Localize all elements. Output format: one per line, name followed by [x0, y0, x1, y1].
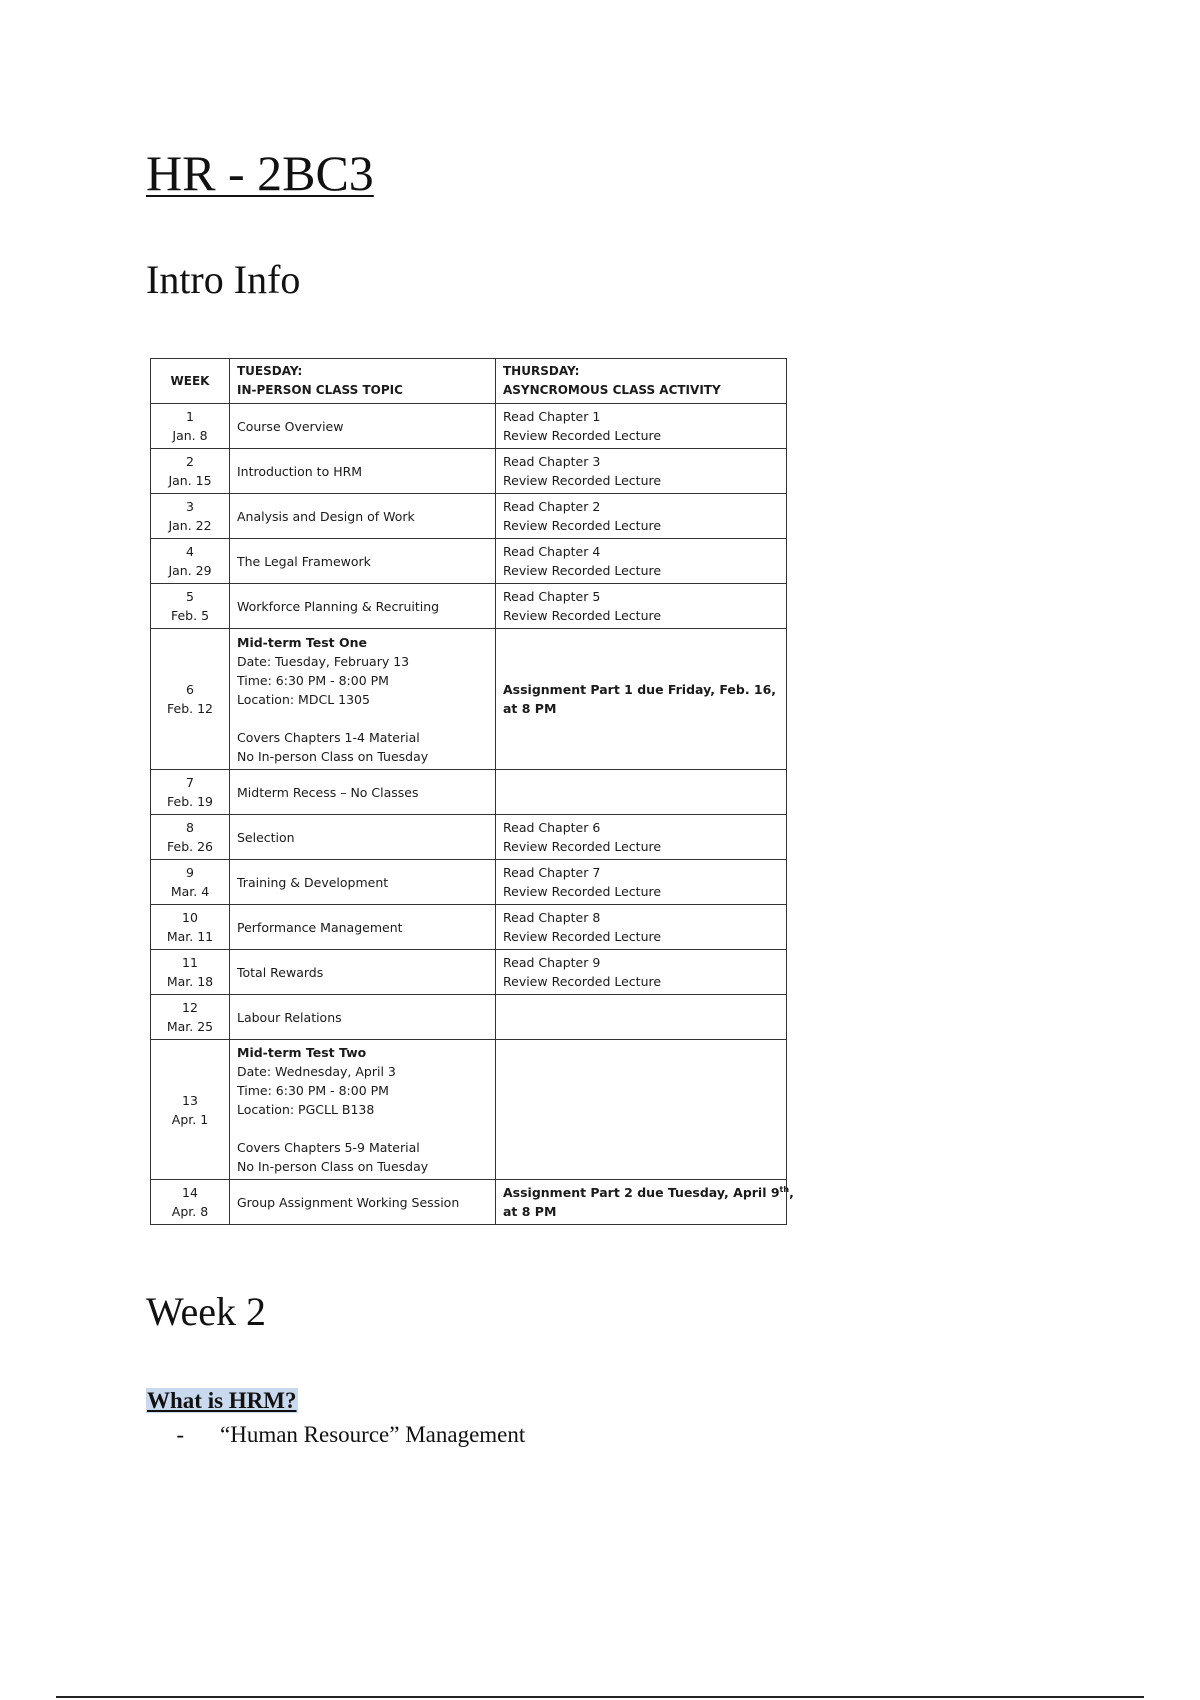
- week-2-heading: Week 2: [146, 1289, 267, 1334]
- week-date: Feb. 12: [167, 701, 213, 716]
- activity-reading: Read Chapter 9: [503, 955, 601, 970]
- ordinal-suffix: th: [779, 1184, 790, 1194]
- midterm-coverage: Covers Chapters 5-9 Material: [237, 1140, 420, 1155]
- table-row: [151, 1180, 787, 1225]
- activity-reading: Read Chapter 7: [503, 865, 601, 880]
- week-cell: [151, 905, 230, 950]
- header-thursday: [496, 359, 787, 404]
- week-date: Apr. 1: [171, 1111, 209, 1127]
- table-row: [151, 449, 787, 494]
- week-date: Mar. 4: [170, 884, 210, 899]
- week-number: 6: [186, 682, 194, 697]
- topic-cell: Midterm Recess – No Classes: [230, 770, 496, 815]
- topic-cell: Analysis and Design of Work: [230, 494, 496, 539]
- table-row: [151, 494, 787, 539]
- activity-cell: [496, 494, 787, 539]
- week-cell: [151, 1180, 230, 1225]
- activity-reading: Read Chapter 8: [503, 910, 601, 925]
- midterm-location: Location: MDCL 1305: [237, 691, 370, 707]
- topic-cell: Labour Relations: [230, 995, 496, 1040]
- week-number: 14: [182, 1185, 198, 1200]
- week-cell: [151, 860, 230, 905]
- week-date: Mar. 11: [166, 929, 214, 944]
- topic-cell: Group Assignment Working Session: [230, 1180, 496, 1225]
- table-row: [151, 860, 787, 905]
- header-week: WEEK: [151, 359, 230, 404]
- week-date: Feb. 26: [167, 839, 213, 854]
- blank-line: [237, 1119, 488, 1138]
- week-cell: [151, 539, 230, 584]
- table-row: [151, 815, 787, 860]
- week-number: 7: [186, 775, 194, 790]
- activity-reading: Read Chapter 4: [503, 544, 601, 559]
- midterm-note: No In-person Class on Tuesday: [237, 1159, 429, 1174]
- week-date: Feb. 19: [167, 794, 213, 809]
- activity-cell: [496, 815, 787, 860]
- activity-cell: [496, 860, 787, 905]
- week-number: 13: [182, 1092, 198, 1108]
- header-thursday-desc: ASYNCROMOUS CLASS ACTIVITY: [503, 383, 721, 397]
- activity-cell: [496, 629, 787, 770]
- week-date: Jan. 15: [168, 473, 212, 488]
- midterm-location: Location: PGCLL B138: [237, 1102, 375, 1117]
- midterm-time: Time: 6:30 PM - 8:00 PM: [237, 672, 389, 688]
- intro-info-heading: Intro Info: [146, 257, 301, 302]
- week-cell: [151, 404, 230, 449]
- table-row: [151, 629, 787, 770]
- header-tuesday: [230, 359, 496, 404]
- table-row: [151, 584, 787, 629]
- activity-lecture: Review Recorded Lecture: [503, 563, 662, 578]
- activity-reading: Read Chapter 3: [503, 454, 601, 469]
- week-date: Jan. 8: [172, 428, 208, 443]
- assignment-deadline: [503, 1183, 794, 1202]
- midterm-date: Date: Wednesday, April 3: [237, 1064, 396, 1079]
- midterm-title: Mid-term Test One: [237, 634, 367, 650]
- activity-lecture: Review Recorded Lecture: [503, 608, 662, 623]
- activity-cell: [496, 449, 787, 494]
- what-is-hrm-heading: What is HRM?: [147, 1388, 297, 1413]
- activity-cell: [496, 950, 787, 995]
- table-row: [151, 1040, 787, 1180]
- week-number: 11: [182, 955, 198, 970]
- midterm-time: Time: 6:30 PM - 8:00 PM: [237, 1083, 389, 1098]
- activity-reading: Read Chapter 5: [503, 589, 601, 604]
- week-cell: [151, 584, 230, 629]
- table-row: [151, 539, 787, 584]
- activity-cell: [496, 1040, 787, 1180]
- week-cell: [151, 629, 230, 770]
- header-tuesday-day: TUESDAY:: [237, 364, 303, 378]
- header-tuesday-desc: IN-PERSON CLASS TOPIC: [237, 383, 403, 397]
- document-title: HR - 2BC3: [146, 145, 374, 201]
- topic-cell: [230, 629, 496, 770]
- table-header-row: [151, 359, 787, 404]
- midterm-note: No In-person Class on Tuesday: [237, 748, 429, 764]
- week-cell: [151, 815, 230, 860]
- assignment-deadline-time: at 8 PM: [503, 1204, 557, 1219]
- week-cell: [151, 494, 230, 539]
- activity-reading: Read Chapter 2: [503, 499, 601, 514]
- topic-cell: [230, 1040, 496, 1180]
- week-date: Mar. 18: [166, 974, 214, 989]
- activity-lecture: Review Recorded Lecture: [503, 428, 662, 443]
- midterm-date: Date: Tuesday, February 13: [237, 653, 410, 669]
- table-row: [151, 950, 787, 995]
- header-thursday-day: THURSDAY:: [503, 364, 580, 378]
- activity-cell: [496, 905, 787, 950]
- page-bottom-rule: [56, 1696, 1144, 1698]
- topic-cell: Workforce Planning & Recruiting: [230, 584, 496, 629]
- table-row: [151, 404, 787, 449]
- week-number: 5: [186, 589, 194, 604]
- week-number: 2: [186, 454, 194, 469]
- activity-reading: Read Chapter 1: [503, 409, 601, 424]
- activity-cell: [496, 539, 787, 584]
- activity-lecture: Review Recorded Lecture: [503, 884, 662, 899]
- bullet-marker: -: [176, 1422, 184, 1447]
- activity-reading: Read Chapter 6: [503, 820, 601, 835]
- activity-lecture: Review Recorded Lecture: [503, 839, 662, 854]
- course-schedule-table: [150, 358, 794, 1225]
- assignment-deadline-comma: ,: [789, 1185, 794, 1200]
- topic-cell: Training & Development: [230, 860, 496, 905]
- week-cell: [151, 995, 230, 1040]
- activity-cell: [496, 995, 787, 1040]
- week-number: 12: [182, 1000, 198, 1015]
- week-cell: [151, 950, 230, 995]
- activity-lecture: Review Recorded Lecture: [503, 974, 662, 989]
- activity-lecture: Review Recorded Lecture: [503, 473, 662, 488]
- midterm-title: Mid-term Test Two: [237, 1045, 367, 1060]
- activity-lecture: Review Recorded Lecture: [503, 518, 662, 533]
- week-date: Jan. 29: [168, 563, 212, 578]
- activity-cell: [496, 584, 787, 629]
- table-row: [151, 905, 787, 950]
- table-row: [151, 770, 787, 815]
- topic-cell: Total Rewards: [230, 950, 496, 995]
- midterm-coverage: Covers Chapters 1-4 Material: [237, 729, 420, 745]
- activity-lecture: Review Recorded Lecture: [503, 929, 662, 944]
- week-date: Mar. 25: [166, 1019, 214, 1034]
- week-number: 9: [186, 865, 194, 880]
- topic-cell: Performance Management: [230, 905, 496, 950]
- topic-cell: Course Overview: [230, 404, 496, 449]
- topic-cell: Selection: [230, 815, 496, 860]
- table-row: [151, 995, 787, 1040]
- week-number: 4: [186, 544, 194, 559]
- blank-line: [237, 709, 488, 728]
- week-cell: [151, 1040, 230, 1180]
- bullet-text: “Human Resource” Management: [220, 1422, 526, 1447]
- activity-cell: [496, 404, 787, 449]
- topic-cell: The Legal Framework: [230, 539, 496, 584]
- week-number: 1: [186, 409, 194, 424]
- week-date: Feb. 5: [170, 608, 210, 623]
- week-date: Apr. 8: [171, 1204, 209, 1219]
- activity-cell: [496, 1180, 794, 1225]
- week-number: 3: [186, 499, 194, 514]
- week-date: Jan. 22: [168, 518, 212, 533]
- week-number: 10: [182, 910, 198, 925]
- assignment-deadline: Assignment Part 1 due Friday, Feb. 16, at 8 PM: [503, 682, 777, 716]
- week-number: 8: [186, 820, 194, 835]
- assignment-deadline-text: Assignment Part 2 due Tuesday, April 9: [503, 1185, 780, 1200]
- activity-cell: [496, 770, 787, 815]
- topic-cell: Introduction to HRM: [230, 449, 496, 494]
- week-cell: [151, 449, 230, 494]
- week-cell: [151, 770, 230, 815]
- bullet-item: [146, 1421, 525, 1449]
